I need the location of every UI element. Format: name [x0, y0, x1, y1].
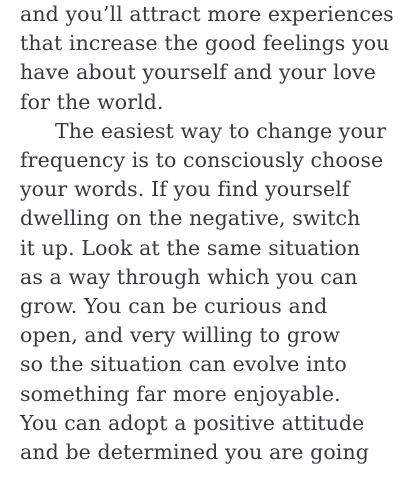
text-line: dwelling on the negative, switch — [20, 206, 361, 231]
text-line: frequency is to consciously choose — [20, 148, 384, 173]
text-line: it up. Look at the same situation — [20, 235, 361, 260]
text-line: grow. You can be curious and — [20, 294, 328, 319]
text-line: your words. If you find yourself — [20, 177, 350, 202]
text-line: as a way through which you can — [20, 264, 358, 289]
text-line: have about yourself and your love — [20, 60, 376, 85]
text-line: You can adopt a positive attitude — [20, 410, 365, 435]
text-line: that increase the good feelings you — [20, 31, 390, 56]
text-line: for the world. — [20, 89, 164, 114]
text-line: open, and very willing to grow — [20, 323, 341, 348]
paragraph-start-line: The easiest way to change your — [55, 118, 387, 143]
text-line: and be determined you are going — [20, 440, 369, 465]
text-line: something far more enjoyable. — [20, 381, 341, 406]
body-text — [20, 0, 394, 467]
text-line: so the situation can evolve into — [20, 352, 347, 377]
text-line: and you’ll attract more experiences — [20, 2, 394, 26]
